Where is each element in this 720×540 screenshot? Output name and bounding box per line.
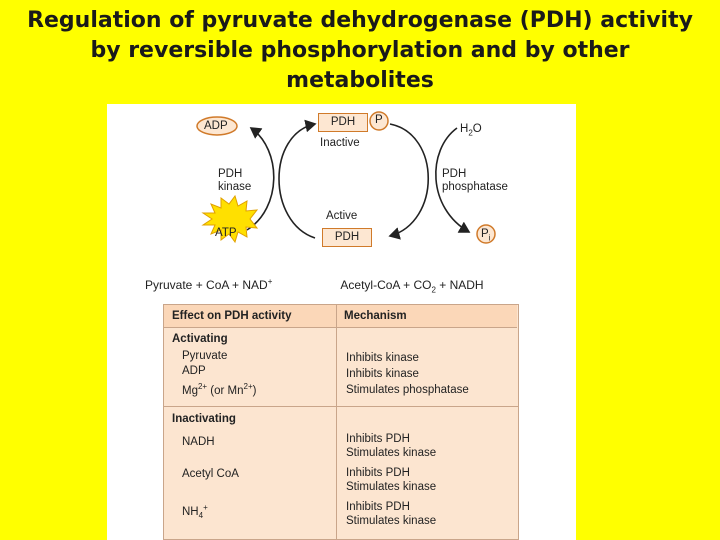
pdh-active-box bbox=[322, 228, 372, 247]
pdh-bottom-label: PDH bbox=[334, 231, 360, 243]
pdh-phosphorylated-box bbox=[318, 113, 368, 132]
effector-pyruvate: Pyruvate bbox=[182, 350, 228, 362]
pi-label: $P_i$ bbox=[481, 228, 491, 243]
effector-adp: ADP bbox=[182, 365, 206, 377]
reaction-substrates: Pyruvate + CoA + NAD bbox=[145, 278, 268, 292]
mechanism-adp: Inhibits kinase bbox=[346, 368, 419, 380]
effector-mg: $Mg^{2+}$ (or $Mn^{2+}$) bbox=[182, 382, 257, 397]
header-mechanism: Mechanism bbox=[336, 305, 517, 328]
slide-title bbox=[0, 6, 720, 96]
group-divider bbox=[164, 406, 518, 407]
reaction-nadh: + NADH bbox=[435, 278, 484, 292]
title-line-3: metabolites bbox=[286, 68, 434, 93]
reaction-products: Acetyl-CoA + CO bbox=[340, 278, 432, 292]
water-label: $H_2O$ bbox=[460, 123, 482, 138]
atp-label: ATP bbox=[215, 227, 237, 239]
mechanism-ammonium: Inhibits PDH Stimulates kinase bbox=[346, 501, 437, 527]
pdh-top-label: PDH bbox=[330, 116, 356, 128]
phosphatase-line-1: PDH bbox=[442, 168, 467, 180]
pdh-phosphatase-label bbox=[442, 168, 508, 194]
mechanism-pyruvate: Inhibits kinase bbox=[346, 352, 419, 364]
kinase-arc bbox=[279, 124, 315, 238]
effector-ammonium: $NH_4^+$ bbox=[182, 503, 208, 521]
kinase-line-1: PDH bbox=[218, 168, 243, 180]
inactive-label: Inactive bbox=[320, 137, 360, 149]
column-divider bbox=[336, 305, 337, 539]
co2-subscript: 2 bbox=[431, 285, 436, 295]
activating-label: Activating bbox=[172, 333, 228, 345]
pdh-kinase-label bbox=[218, 168, 251, 194]
mechanism-acetyl-coa: Inhibits PDH Stimulates kinase bbox=[346, 467, 437, 493]
mechanism-mg: Stimulates phosphatase bbox=[346, 384, 469, 396]
title-line-2: by reversible phosphorylation and by other bbox=[90, 38, 630, 63]
nad-charge: + bbox=[267, 277, 273, 286]
phosphate-label: P bbox=[375, 114, 383, 126]
inactivating-label: Inactivating bbox=[172, 413, 236, 425]
active-label: Active bbox=[326, 210, 358, 222]
overall-reaction bbox=[145, 277, 484, 294]
effector-nadh: NADH bbox=[182, 436, 215, 448]
adp-label: ADP bbox=[204, 120, 228, 132]
phosphatase-line-2: phosphatase bbox=[442, 181, 508, 193]
phosphatase-arc bbox=[390, 124, 428, 236]
figure-panel bbox=[107, 104, 576, 540]
header-effect: Effect on PDH activity bbox=[164, 305, 336, 328]
mechanism-nadh: Inhibits PDH Stimulates kinase bbox=[346, 433, 437, 459]
kinase-line-2: kinase bbox=[218, 181, 252, 193]
effector-table bbox=[163, 304, 519, 540]
title-line-1: Regulation of pyruvate dehydrogenase (PDH) activity bbox=[27, 8, 693, 33]
effector-acetyl-coa: Acetyl CoA bbox=[182, 468, 239, 480]
